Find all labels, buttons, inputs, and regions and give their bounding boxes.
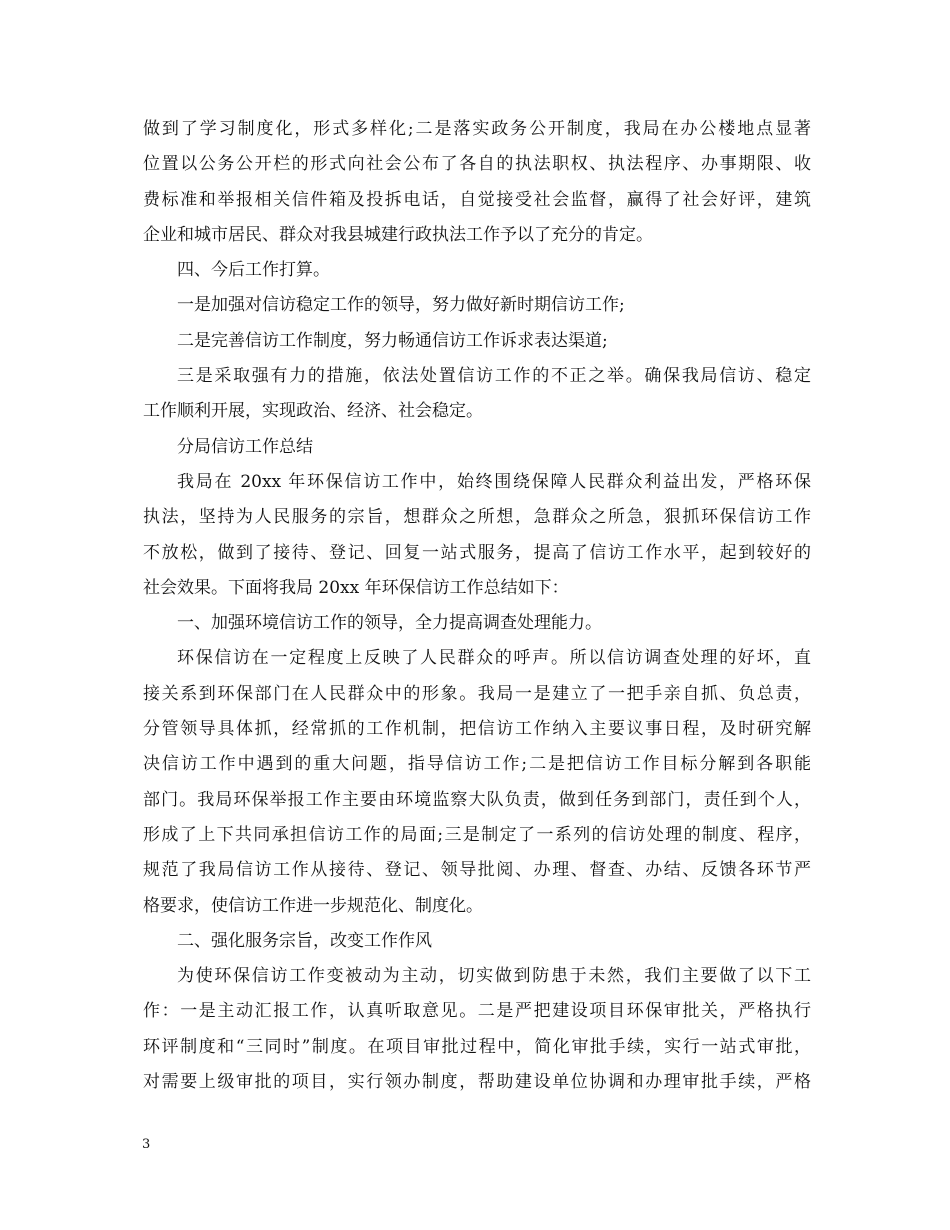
text-line: 一、加强环境信访工作的领导，全力提高调查处理能力。: [177, 613, 602, 634]
text-line: 社会效果。下面将我局 20xx 年环保信访工作总结如下：: [143, 577, 569, 598]
text-line: 格要求，使信访工作进一步规范化、制度化。: [143, 895, 483, 916]
text-line: 环评制度和“三同时”制度。在项目审批过程中，简化审批手续，实行一站式审批，: [143, 1036, 811, 1057]
text-line: 四、今后工作打算。: [177, 260, 330, 281]
text-line: 分局信访工作总结: [177, 436, 313, 457]
text-line: 位置以公务公开栏的形式向社会公布了各自的执法职权、执法程序、办事期限、收: [143, 154, 811, 175]
body-text: [143, 112, 811, 1100]
text-line: 做到了学习制度化，形式多样化;二是落实政务公开制度，我局在办公楼地点显著: [143, 119, 811, 139]
text-line: 二是完善信访工作制度，努力畅通信访工作诉求表达渠道;: [177, 330, 608, 351]
text-line: 工作顺利开展，实现政治、经济、社会稳定。: [143, 401, 483, 422]
text-line: 形成了上下共同承担信访工作的局面;三是制定了一系列的信访处理的制度、程序，: [143, 824, 811, 845]
text-line: 企业和城市居民、群众对我县城建行政执法工作予以了充分的肯定。: [143, 224, 653, 245]
text-line: 接关系到环保部门在人民群众中的形象。我局一是建立了一把手亲自抓、负总责，: [143, 683, 811, 704]
text-line: 对需要上级审批的项目，实行领办制度，帮助建设单位协调和办理审批手续，严格: [143, 1072, 811, 1093]
page-number: 3: [142, 1137, 151, 1152]
text-line: 一是加强对信访稳定工作的领导，努力做好新时期信访工作;: [177, 295, 625, 316]
text-line: 我局在 20xx 年环保信访工作中，始终围绕保障人民群众利益出发，严格环保: [177, 471, 811, 492]
text-line: 环保信访在一定程度上反映了人民群众的呼声。所以信访调查处理的好坏，直: [177, 648, 811, 669]
text-line: 部门。我局环保举报工作主要由环境监察大队负责，做到任务到部门，责任到个人，: [143, 789, 811, 810]
text-line: 执法，坚持为人民服务的宗旨，想群众之所想，急群众之所急，狠抓环保信访工作: [143, 507, 811, 528]
text-line: 分管领导具体抓，经常抓的工作机制，把信访工作纳入主要议事日程，及时研究解: [143, 719, 811, 740]
text-line: 二、强化服务宗旨，改变工作作风: [177, 930, 432, 951]
text-line: 三是采取强有力的措施，依法处置信访工作的不正之举。确保我局信访、稳定: [177, 366, 811, 387]
text-line: 规范了我局信访工作从接待、登记、领导批阅、办理、督查、办结、反馈各环节严: [143, 860, 811, 881]
text-line: 决信访工作中遇到的重大问题，指导信访工作;二是把信访工作目标分解到各职能: [143, 754, 811, 775]
text-line: 为使环保信访工作变被动为主动，切实做到防患于未然，我们主要做了以下工: [177, 966, 811, 987]
text-line: 作：一是主动汇报工作，认真听取意见。二是严把建设项目环保审批关，严格执行: [143, 1001, 811, 1022]
text-line: 不放松，做到了接待、登记、回复一站式服务，提高了信访工作水平，起到较好的: [143, 542, 811, 563]
text-line: 费标准和举报相关信件箱及投拆电话，自觉接受社会监督，赢得了社会好评，建筑: [143, 189, 811, 210]
